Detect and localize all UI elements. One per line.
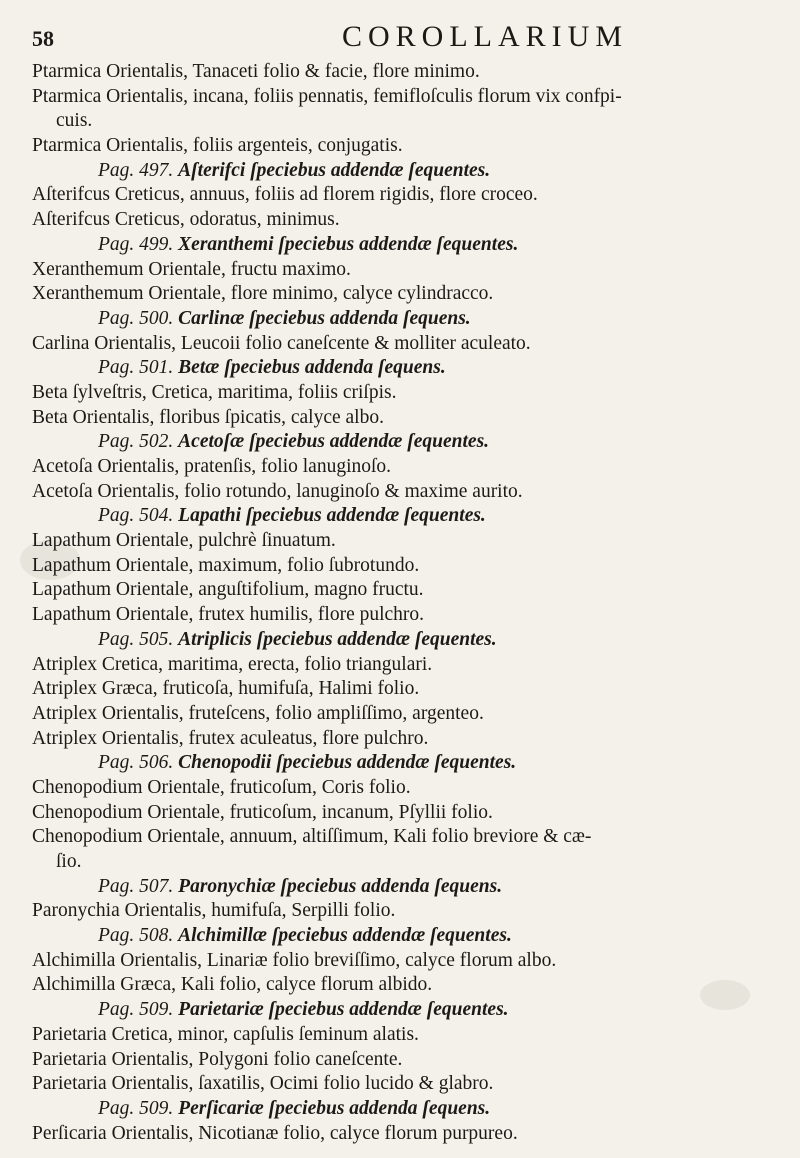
species-entry: Atriplex Cretica, maritima, erecta, folio triangulari.: [32, 653, 433, 675]
page-reference: Pag. 507.: [98, 875, 174, 897]
species-entry: Aſterifcus Creticus, annuus, foliis ad florem rigidis, flore croceo.: [32, 184, 538, 206]
species-entry: Alchimilla Græca, Kali folio, calyce florum albido.: [32, 974, 433, 996]
species-entry: Atriplex Orientalis, frutex aculeatus, flore pulchro.: [32, 727, 429, 749]
heading-title: Atriplicis ſpeciebus addendæ ſequentes.: [178, 628, 497, 650]
species-entry: Lapathum Orientale, maximum, folio ſubrotundo.: [32, 554, 420, 576]
heading-title: Parietariæ ſpeciebus addendæ ſequentes.: [178, 999, 509, 1021]
species-entry: Carlina Orientalis, Leucoii folio caneſcente & molliter aculeato.: [32, 332, 531, 354]
page-reference: Pag. 509.: [98, 999, 174, 1021]
page-number: 58: [32, 26, 54, 51]
heading-title: Betæ ſpeciebus addenda ſequens.: [178, 357, 446, 379]
heading-title: Lapathi ſpeciebus addendæ ſequentes.: [178, 505, 486, 527]
heading-title: Alchimillæ ſpeciebus addendæ ſequentes.: [178, 925, 512, 947]
species-entry: Lapathum Orientale, pulchrè ſinuatum.: [32, 530, 336, 552]
heading-title: Aſterifci ſpeciebus addendæ ſequentes.: [178, 159, 491, 181]
species-entry: Xeranthemum Orientale, fructu maximo.: [32, 258, 351, 280]
species-entry: Parietaria Orientalis, Polygoni folio caneſcente.: [32, 1048, 403, 1070]
section-heading: [32, 430, 784, 455]
species-entry: Ptarmica Orientalis, Tanaceti folio & facie, flore minimo.: [32, 61, 480, 82]
page-reference: Pag. 497.: [98, 159, 174, 181]
section-heading: [32, 233, 784, 258]
page-reference: Pag. 504.: [98, 505, 174, 527]
species-entry: Beta ſylveſtris, Cretica, maritima, foliis criſpis.: [32, 381, 397, 403]
species-entry: Chenopodium Orientale, fruticoſum, Coris folio.: [32, 776, 411, 798]
species-entry: Acetoſa Orientalis, pratenſis, folio lanuginoſo.: [32, 456, 392, 477]
page-reference: Pag. 508.: [98, 925, 174, 947]
section-heading: [32, 1097, 784, 1122]
species-entry: Ptarmica Orientalis, incana, foliis pennatis, femifloſculis florum vix confpi-: [32, 85, 622, 107]
species-entry: Chenopodium Orientale, annuum, altiſſimum, Kali folio breviore & cæ-: [32, 826, 592, 848]
species-entry: Atriplex Græca, fruticoſa, humifuſa, Halimi folio.: [32, 678, 420, 700]
species-entry: Alchimilla Orientalis, Linariæ folio breviſſimo, calyce florum albo.: [32, 949, 557, 971]
species-entry: Ptarmica Orientalis, foliis argenteis, conjugatis.: [32, 135, 403, 157]
entry-continuation: ſio.: [56, 851, 82, 872]
running-title: COROLLARIUM: [342, 20, 629, 53]
species-entry: Xeranthemum Orientale, flore minimo, calyce cylindracco.: [32, 283, 494, 305]
heading-title: Carlinæ ſpeciebus addenda ſequens.: [178, 307, 471, 329]
heading-title: Chenopodii ſpeciebus addendæ ſequentes.: [178, 752, 517, 774]
section-heading: [32, 924, 784, 949]
page-reference: Pag. 505.: [98, 628, 174, 650]
section-heading: [32, 751, 784, 776]
species-entry: Parietaria Cretica, minor, capſulis ſeminum alatis.: [32, 1023, 419, 1045]
body-text: [32, 60, 784, 1146]
section-heading: [32, 875, 784, 900]
species-entry: Lapathum Orientale, frutex humilis, flore pulchro.: [32, 604, 425, 626]
species-entry: Beta Orientalis, floribus ſpicatis, calyce albo.: [32, 406, 384, 428]
section-heading: [32, 159, 784, 184]
entry-continuation: cuis.: [56, 110, 93, 132]
heading-title: Perſicariæ ſpeciebus addenda ſequens.: [178, 1097, 491, 1119]
species-entry: Atriplex Orientalis, fruteſcens, folio ampliſſimo, argenteo.: [32, 702, 484, 724]
page-reference: Pag. 501.: [98, 357, 174, 379]
section-heading: [32, 998, 784, 1023]
page-reference: Pag. 502.: [98, 431, 174, 453]
species-entry: Lapathum Orientale, anguſtifolium, magno fructu.: [32, 579, 424, 601]
heading-title: Xeranthemi ſpeciebus addendæ ſequentes.: [178, 233, 519, 255]
section-heading: [32, 356, 784, 381]
species-entry: Acetoſa Orientalis, folio rotundo, lanuginoſo & maxime aurito.: [32, 480, 523, 502]
section-heading: [32, 628, 784, 653]
section-heading: [32, 504, 784, 529]
heading-title: Acetoſæ ſpeciebus addendæ ſequentes.: [178, 431, 490, 453]
species-entry: Parietaria Orientalis, ſaxatilis, Ocimi folio lucido & glabro.: [32, 1073, 494, 1095]
species-entry: Paronychia Orientalis, humifuſa, Serpilli folio.: [32, 900, 396, 922]
species-entry: Aſterifcus Creticus, odoratus, minimus.: [32, 209, 340, 231]
species-entry: Perſicaria Orientalis, Nicotianæ folio, calyce florum purpureo.: [32, 1122, 518, 1144]
heading-title: Paronychiæ ſpeciebus addenda ſequens.: [178, 875, 503, 897]
page-reference: Pag. 499.: [98, 233, 174, 255]
section-heading: [32, 307, 784, 332]
page-reference: Pag. 500.: [98, 307, 174, 329]
page-reference: Pag. 509.: [98, 1097, 174, 1119]
page-reference: Pag. 506.: [98, 752, 174, 774]
page-header: [32, 20, 772, 60]
species-entry: Chenopodium Orientale, fruticoſum, incanum, Pſyllii folio.: [32, 801, 493, 823]
